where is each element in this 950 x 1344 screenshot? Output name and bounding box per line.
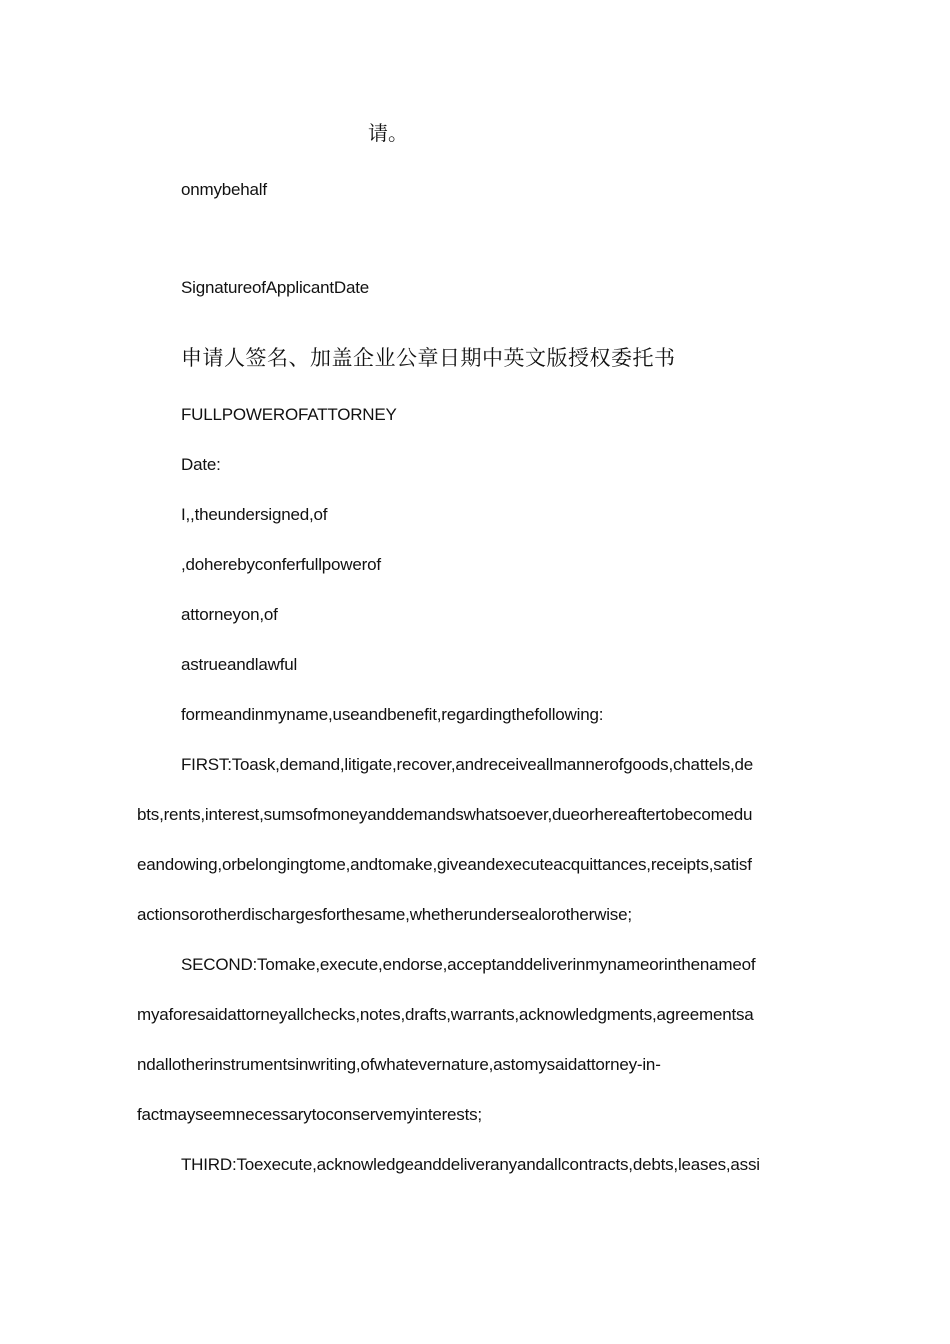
text-line: attorneyon,of xyxy=(181,605,278,624)
document-heading-chinese: 申请人签名、加盖企业公章日期中英文版授权委托书 xyxy=(181,346,676,370)
clause-first-line: actionsorotherdischargesforthesame,whetherundersealorotherwise; xyxy=(137,905,632,924)
clause-second-line: SECOND:Tomake,execute,endorse,acceptanddeliverinmynameorinthenameof xyxy=(181,955,756,974)
clause-first-line: bts,rents,interest,sumsofmoneyanddemandswhatsoever,dueorhereaftertobecomedu xyxy=(137,805,753,824)
text-line-on-my-behalf: onmybehalf xyxy=(181,180,267,199)
text-line: I,,theundersigned,of xyxy=(181,505,328,524)
clause-first-line: FIRST:Toask,demand,litigate,recover,andreceiveallmannerofgoods,chattels,de xyxy=(181,755,754,774)
clause-second-line: factmayseemnecessarytoconservemyinterests; xyxy=(137,1105,482,1124)
clause-second-line: myaforesaidattorneyallchecks,notes,drafts,warrants,acknowledgments,agreementsa xyxy=(137,1005,754,1024)
text-line: astrueandlawful xyxy=(181,655,298,674)
text-line-signature-caption: SignatureofApplicantDate xyxy=(181,278,369,297)
document-title: FULLPOWEROFATTORNEY xyxy=(181,405,397,424)
text-line-continuation: 请。 xyxy=(368,121,408,145)
clause-second-line: ndallotherinstrumentsinwriting,ofwhatevernature,astomysaidattorney-in- xyxy=(137,1055,661,1074)
clause-first-line: eandowing,orbelongingtome,andtomake,giveandexecuteacquittances,receipts,satisf xyxy=(137,855,752,874)
text-line: formeandinmyname,useandbenefit,regardingthefollowing: xyxy=(181,705,604,724)
text-line: ,doherebyconferfullpowerof xyxy=(181,555,381,574)
clause-third-line: THIRD:Toexecute,acknowledgeanddeliveranyandallcontracts,debts,leases,assi xyxy=(181,1155,760,1174)
date-label: Date: xyxy=(181,455,221,474)
